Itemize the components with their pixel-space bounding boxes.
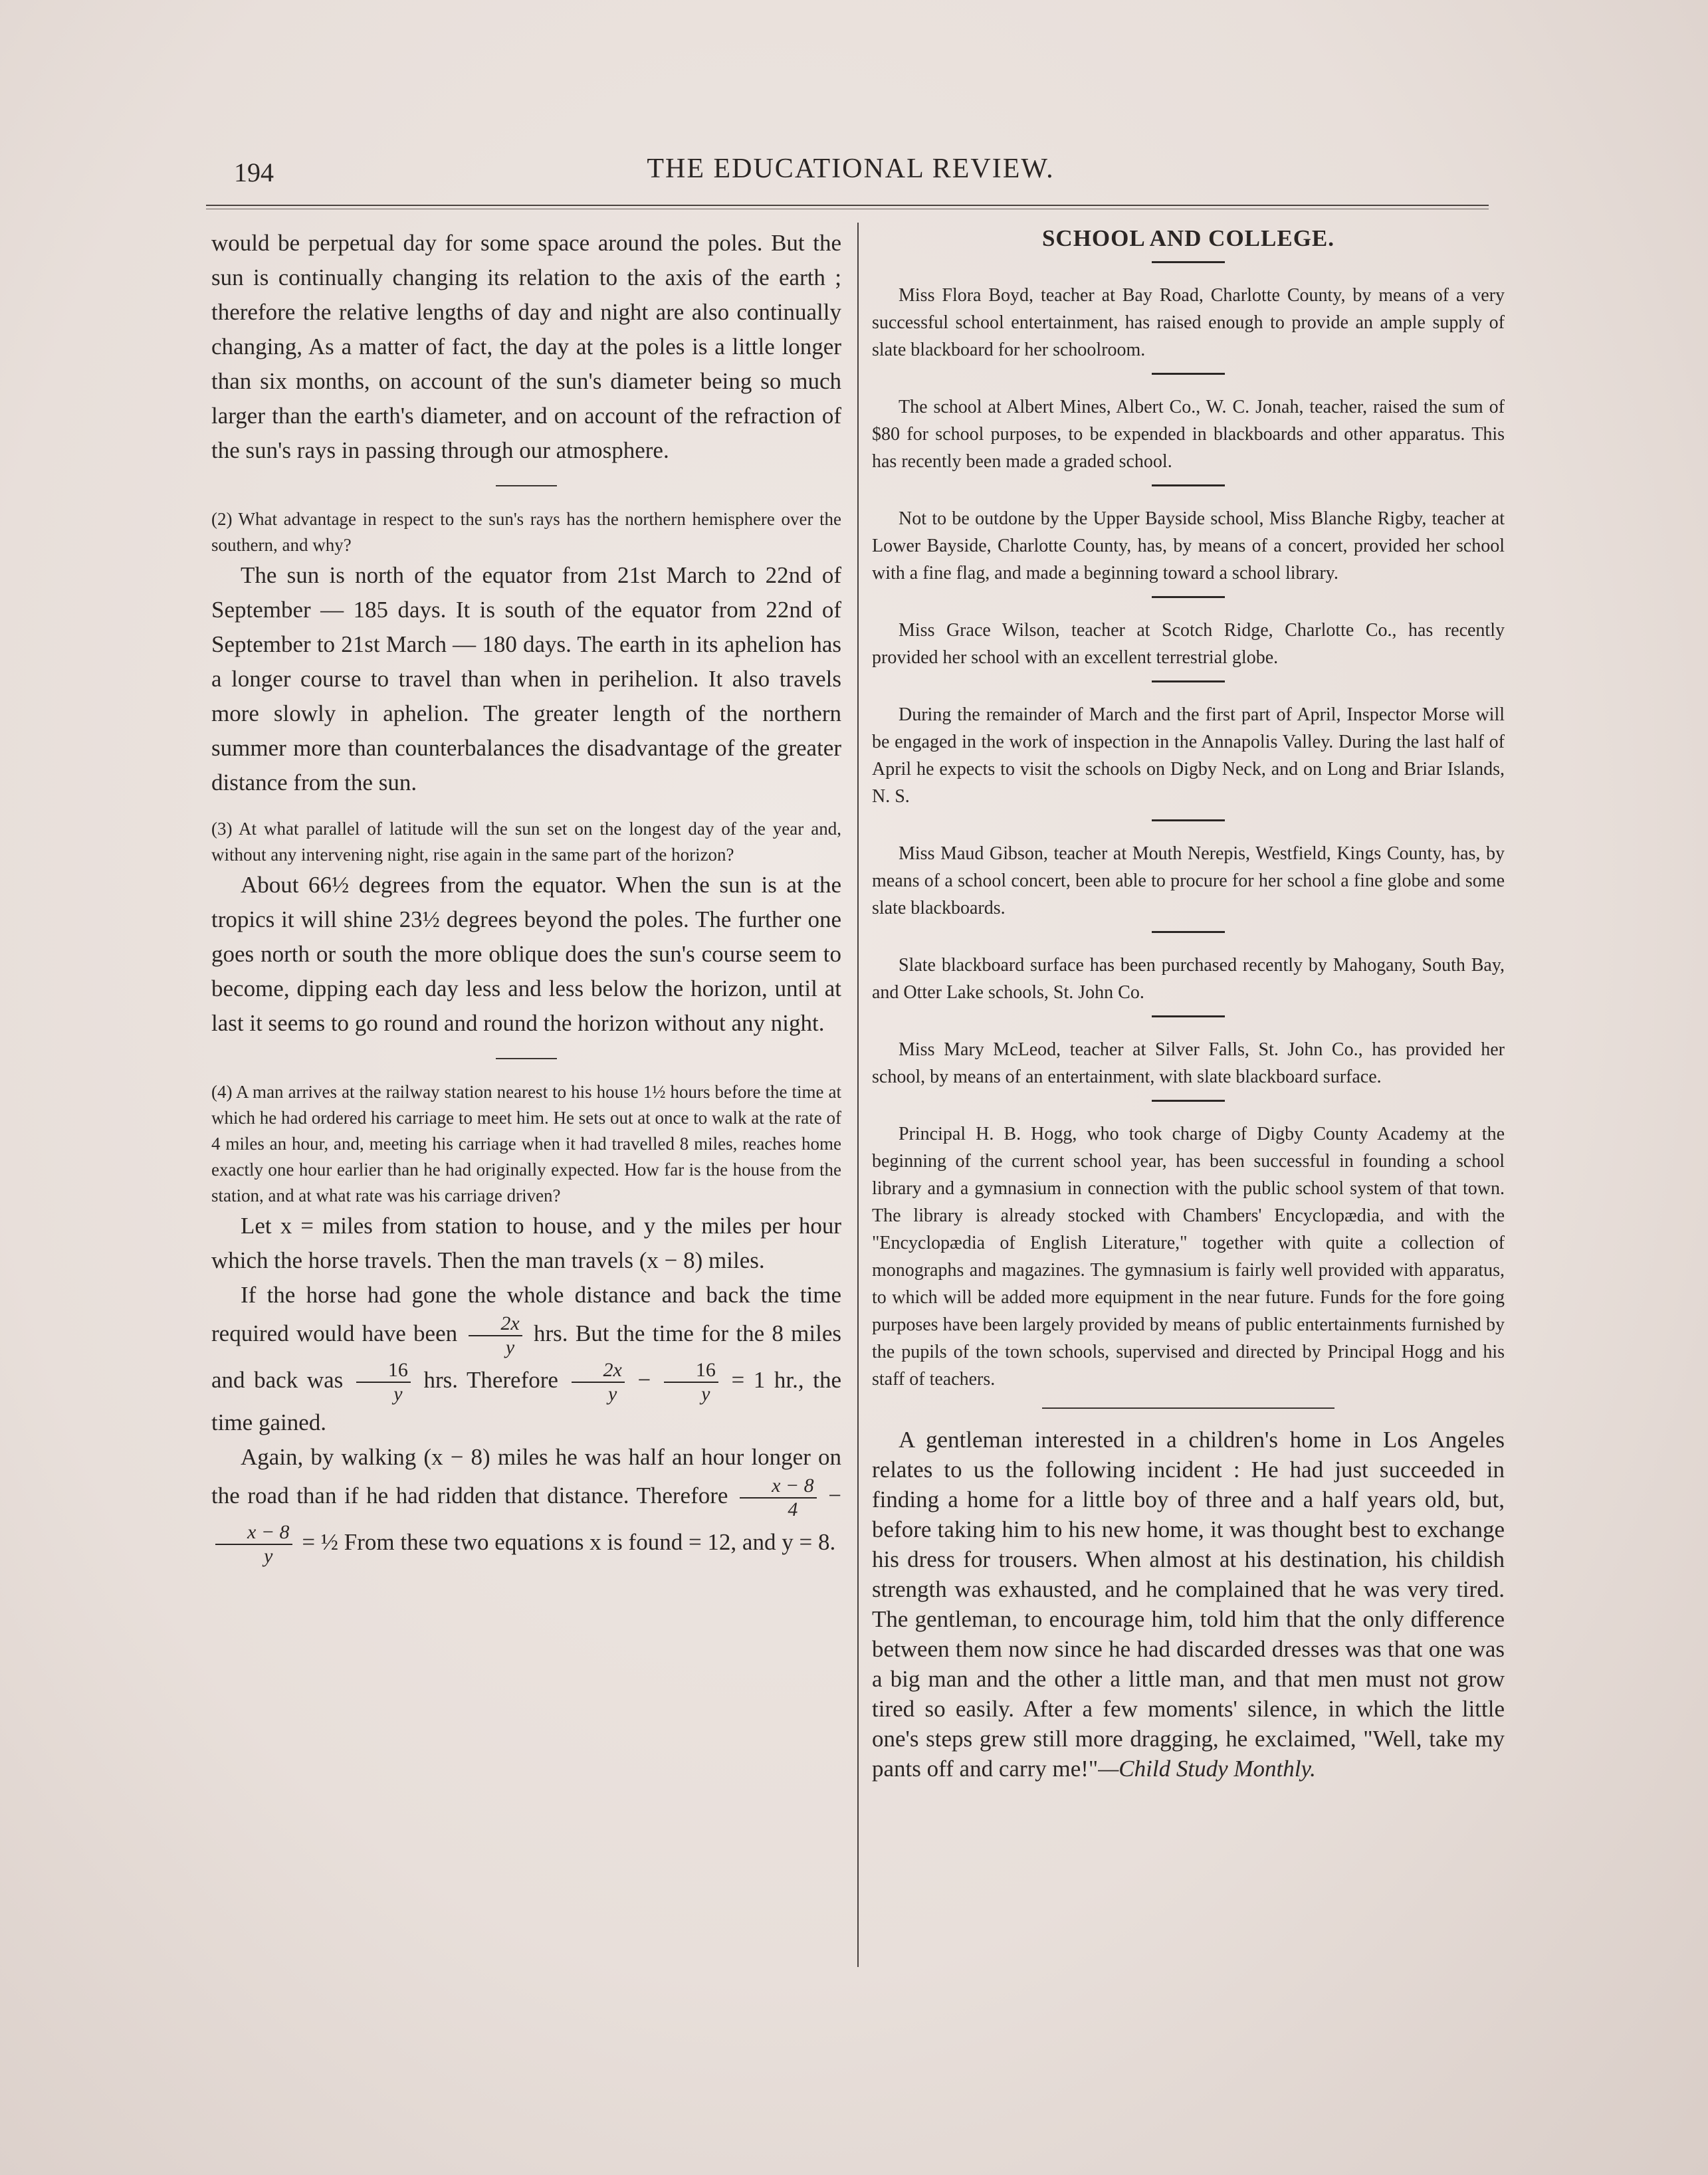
fraction-16-over-y xyxy=(356,1359,411,1405)
fraction-x-minus-8-over-y xyxy=(215,1521,292,1568)
divider xyxy=(1152,373,1225,375)
question-2: (2) What advantage in respect to the sun's rays has the northern hemisphere over the southern, and why? xyxy=(211,509,841,555)
news-item: Miss Maud Gibson, teacher at Mouth Nerepis, Westfield, Kings County, has, by means of a school concert, been able to procure for her school a fine globe and some slate blackboards. xyxy=(872,843,1505,918)
divider xyxy=(1152,680,1225,682)
fraction-denominator: y xyxy=(469,1335,522,1359)
answer-2: The sun is north of the equator from 21st March to 22nd of September — 185 days. It is south of the equator from 22nd of September to 21st March — 180 days. The earth in its aphelion has a longer course to travel than when in perihelion. It also travels more slowly in aphelion. The greater length of the northern summer more than counterbalances the disadvantage of the greater distance from the sun. xyxy=(211,562,841,795)
fraction-2x-over-y xyxy=(572,1359,625,1405)
answer-4-part-2 xyxy=(211,1278,841,1440)
answer-4-part-3 xyxy=(211,1440,841,1568)
divider xyxy=(1152,1100,1225,1102)
news-item: Not to be outdone by the Upper Bayside school, Miss Blanche Rigby, teacher at Lower Bayside, Charlotte County, has, by means of a concert, provided her school with a fine flag, and made a beginning toward a school library. xyxy=(872,508,1505,583)
divider xyxy=(1152,819,1225,821)
fraction-denominator: y xyxy=(356,1382,411,1405)
section-title: SCHOOL AND COLLEGE. xyxy=(1041,225,1335,251)
news-item: Miss Mary McLeod, teacher at Silver Falls, St. John Co., has provided her school, by means of an entertainment, with slate blackboard surface. xyxy=(872,1039,1505,1087)
answer-4-text-f: = ½ From these two equations x is found = 12, and y = 8. xyxy=(302,1529,836,1556)
news-item: Miss Grace Wilson, teacher at Scotch Ridge, Charlotte Co., has recently provided her school with an excellent terrestrial globe. xyxy=(872,620,1505,668)
fraction-numerator: x − 8 xyxy=(247,1521,290,1543)
spacer xyxy=(211,800,841,816)
left-column xyxy=(211,226,841,1568)
news-item: During the remainder of March and the first part of April, Inspector Morse will be engaged in the work of inspection in the Annapolis Valley. During the last half of April he expects to visit the schools on Digby Neck, and on Long and Briar Islands, N. S. xyxy=(872,704,1505,807)
fraction-16-over-y xyxy=(664,1359,718,1405)
fraction-numerator: x − 8 xyxy=(772,1475,814,1497)
minus-sign: − xyxy=(828,1483,842,1509)
anecdote xyxy=(872,1425,1505,1784)
anecdote-source: —Child Study Monthly. xyxy=(1098,1756,1316,1782)
fraction-denominator: y xyxy=(664,1382,718,1405)
page-number: 194 xyxy=(234,157,274,187)
fraction-numerator: 16 xyxy=(387,1359,408,1381)
divider xyxy=(1152,484,1225,486)
question-3: (3) At what parallel of latitude will the sun set on the longest day of the year and, without any intervening night, rise again in the same part of the horizon? xyxy=(211,819,841,865)
fraction-numerator: 2x xyxy=(500,1312,520,1334)
divider xyxy=(1152,931,1225,933)
answer-4-part-1: Let x = miles from station to house, and y the miles per hour which the horse travels. Then the man travels (x − 8) miles. xyxy=(211,1213,841,1273)
divider xyxy=(496,485,557,486)
fraction-x-minus-8-over-4 xyxy=(740,1475,817,1521)
minus-sign: − xyxy=(637,1367,651,1394)
fraction-denominator: y xyxy=(215,1544,292,1568)
fraction-numerator: 2x xyxy=(603,1359,622,1381)
right-column xyxy=(872,223,1505,1784)
divider xyxy=(1152,261,1225,263)
answer-4-text-d: = 1 hr., the time gained. xyxy=(211,1367,841,1435)
header-rule xyxy=(206,205,1489,209)
fraction-numerator: 16 xyxy=(695,1359,716,1381)
news-item: Miss Flora Boyd, teacher at Bay Road, Charlotte County, by means of a very successful school entertainment, has raised enough to provide an ample supply of slate blackboard for her schoolroom. xyxy=(872,285,1505,360)
answer-4-text-a: If the horse had gone the whole distance and back the time required would have been xyxy=(211,1282,841,1347)
paragraph-poles: would be perpetual day for some space around the poles. But the sun is continually changing its relation to the axis of the earth ; therefore the relative lengths of day and night are also continually changing, As a matter of fact, the day at the poles is a little longer than six months, on account of the sun's diameter being so much larger than the earth's diameter, and on account of the refraction of the sun's rays in passing through our atmosphere. xyxy=(211,230,841,463)
divider xyxy=(1042,1407,1334,1409)
page-header xyxy=(199,152,1502,191)
answer-4-text-c: hrs. Therefore xyxy=(423,1367,558,1394)
anecdote-text: A gentleman interested in a children's home in Los Angeles relates to us the following incident : He had just succeeded in finding a home for a little boy of three and a half years old, but, before taking him to his new home, it was thought best to exchange his dress for trousers. When almost at his destination, his childish strength was exhausted, and he complained that he was very tired. The gentleman, to encourage him, told him that the only difference between them now since he had discarded dresses was that one was a big man and the other a little man, and that men must not grow tired so easily. After a few moments' silence, in which the little one's steps grew still more dragging, he exclaimed, "Well, take my pants off and carry me!" xyxy=(872,1427,1505,1782)
fraction-denominator: 4 xyxy=(740,1497,817,1521)
column-divider xyxy=(857,223,859,1967)
news-item: Principal H. B. Hogg, who took charge of Digby County Academy at the beginning of the current school year, has been successful in founding a school library and a gymnasium in connection with the public school system of that town. The library is already stocked with Chambers' Encyclopædia, and with the "Encyclopædia of English Literature," together with quite a collection of monographs and magazines. The gymnasium is fairly well provided with apparatus, to which will be added more equipment in the near future. Funds for the fore going purposes have been largely provided by means of public entertainments furnished by the pupils of the town schools, supervised and directed by Principal Hogg and his staff of teachers. xyxy=(872,1124,1505,1390)
divider xyxy=(496,1058,557,1059)
divider xyxy=(1152,596,1225,598)
fraction-2x-over-y xyxy=(469,1312,522,1359)
news-item: The school at Albert Mines, Albert Co., W. C. Jonah, teacher, raised the sum of $80 for school purposes, to be expended in blackboards and other apparatus. This has recently been made a graded school. xyxy=(872,397,1505,472)
running-title: THE EDUCATIONAL REVIEW. xyxy=(647,154,1055,184)
question-4: (4) A man arrives at the railway station nearest to his house 1½ hours before the time at which he had ordered his carriage to meet him. He sets out at once to walk at the rate of 4 miles an hour, and, meeting his carriage when it had travelled 8 miles, reaches home exactly one hour earlier than he had originally expected. How far is the house from the station, and at what rate was his carriage driven? xyxy=(211,1082,841,1205)
answer-4-text-b: hrs. But the time for the 8 miles and back was xyxy=(211,1320,842,1394)
answer-4-text-e: Again, by walking (x − 8) miles he was half an hour longer on the road than if he had ridden that distance. Therefore xyxy=(211,1444,841,1509)
news-item: Slate blackboard surface has been purchased recently by Mahogany, South Bay, and Otter Lake schools, St. John Co. xyxy=(872,955,1505,1003)
fraction-denominator: y xyxy=(572,1382,625,1405)
divider xyxy=(1152,1015,1225,1017)
answer-3: About 66½ degrees from the equator. When the sun is at the tropics it will shine 23½ degrees beyond the poles. The further one goes north or south the more oblique does the sun's course seem to become, dipping each day less and less below the horizon, until at last it seems to go round and round the horizon without any night. xyxy=(211,872,841,1036)
